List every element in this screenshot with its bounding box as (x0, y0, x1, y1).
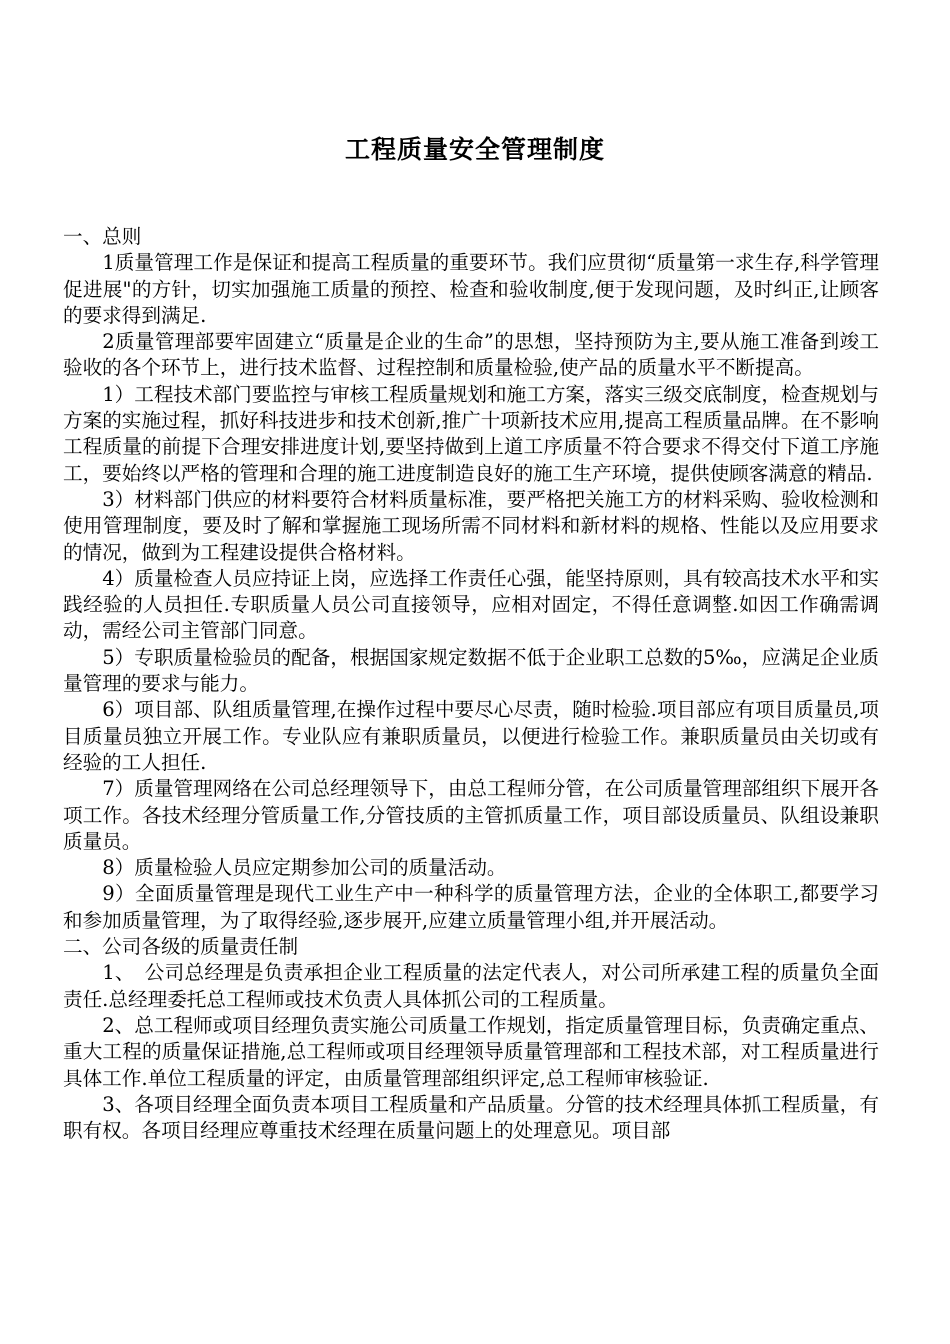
paragraph: 1质量管理工作是保证和提高工程质量的重要环节。我们应贯彻“质量第一求生存,科学管理促进展"的方针，切实加强施工质量的预控、检查和验收制度,便于发现问题，及时纠正,让顾客的要求得到满足. (63, 251, 879, 327)
paragraph: 6）项目部、队组质量管理,在操作过程中要尽心尽责，随时检验.项目部应有项目质量员,项目质量员独立开展工作。专业队应有兼职质量员，以便进行检验工作。兼职质量员由关切或有经验的工人担任. (63, 698, 879, 774)
paragraph: 9）全面质量管理是现代工业生产中一种科学的质量管理方法，企业的全体职工,都要学习和参加质量管理，为了取得经验,逐步展开,应建立质量管理小组,并开展活动。 (63, 882, 879, 932)
paragraph: 3）材料部门供应的材料要符合材料质量标准，要严格把关施工方的材料采购、验收检测和使用管理制度，要及时了解和掌握施工现场所需不同材料和新材料的规格、性能以及应用要求的情况，做到为工程建设提供合格材料。 (63, 487, 879, 564)
document-title: 工程质量安全管理制度 (344, 135, 605, 164)
paragraph: 3、各项目经理全面负责本项目工程质量和产品质量。分管的技术经理具体抓工程质量，有职有权。各项目经理应尊重技术经理在质量问题上的处理意见。项目部 (63, 1092, 879, 1143)
paragraph: 7）质量管理网络在公司总经理领导下，由总工程师分管，在公司质量管理部组织下展开各项工作。各技术经理分管质量工作,分管技质的主管抓质量工作，项目部设质量员、队组设兼职质量员。 (63, 777, 879, 853)
paragraph: 4）质量检查人员应持证上岗，应选择工作责任心强，能坚持原则，具有较高技术水平和实践经验的人员担任.专职质量人员公司直接领导，应相对固定，不得任意调整.如因工作确需调动，需经公司主管部门同意。 (63, 566, 879, 643)
document-body (63, 224, 879, 1144)
paragraph: 2、总工程师或项目经理负责实施公司质量工作规划，指定质量管理目标，负责确定重点、重大工程的质量保证措施,总工程师或项目经理领导质量管理部和工程技术部，对工程质量进行具体工作.单位工程质量的评定，由质量管理部组织评定,总工程师审核验证. (63, 1013, 879, 1090)
section-heading-responsibility: 二、公司各级的质量责任制 (63, 935, 299, 959)
paragraph: 1、 公司总经理是负责承担企业工程质量的法定代表人，对公司所承建工程的质量负全面责任.总经理委托总工程师或技术负责人具体抓公司的工程质量。 (63, 961, 879, 1011)
paragraph: 8）质量检验人员应定期参加公司的质量活动。 (102, 856, 507, 880)
section-heading-general: 一、总则 (63, 225, 142, 248)
paragraph: 5）专职质量检验员的配备，根据国家规定数据不低于企业职工总数的5‰，应满足企业质量管理的要求与能力。 (63, 645, 879, 696)
paragraph: 1）工程技术部门要监控与审核工程质量规划和施工方案，落实三级交底制度，检查规划与方案的实施过程，抓好科技进步和技术创新,推广十项新技术应用,提高工程质量品牌。在不影响工程质量的前提下合理安排进度计划,要坚持做到上道工序质量不符合要求不得交付下道工序施工，要始终以严格的管理和合理的施工进度制造良好的施工生产环境，提供使顾客满意的精品. (63, 382, 879, 485)
paragraph: 2质量管理部要牢固建立“质量是企业的生命”的思想，坚持预防为主,要从施工准备到竣工验收的各个环节上，进行技术监督、过程控制和质量检验,使产品的质量水平不断提高。 (63, 330, 879, 380)
